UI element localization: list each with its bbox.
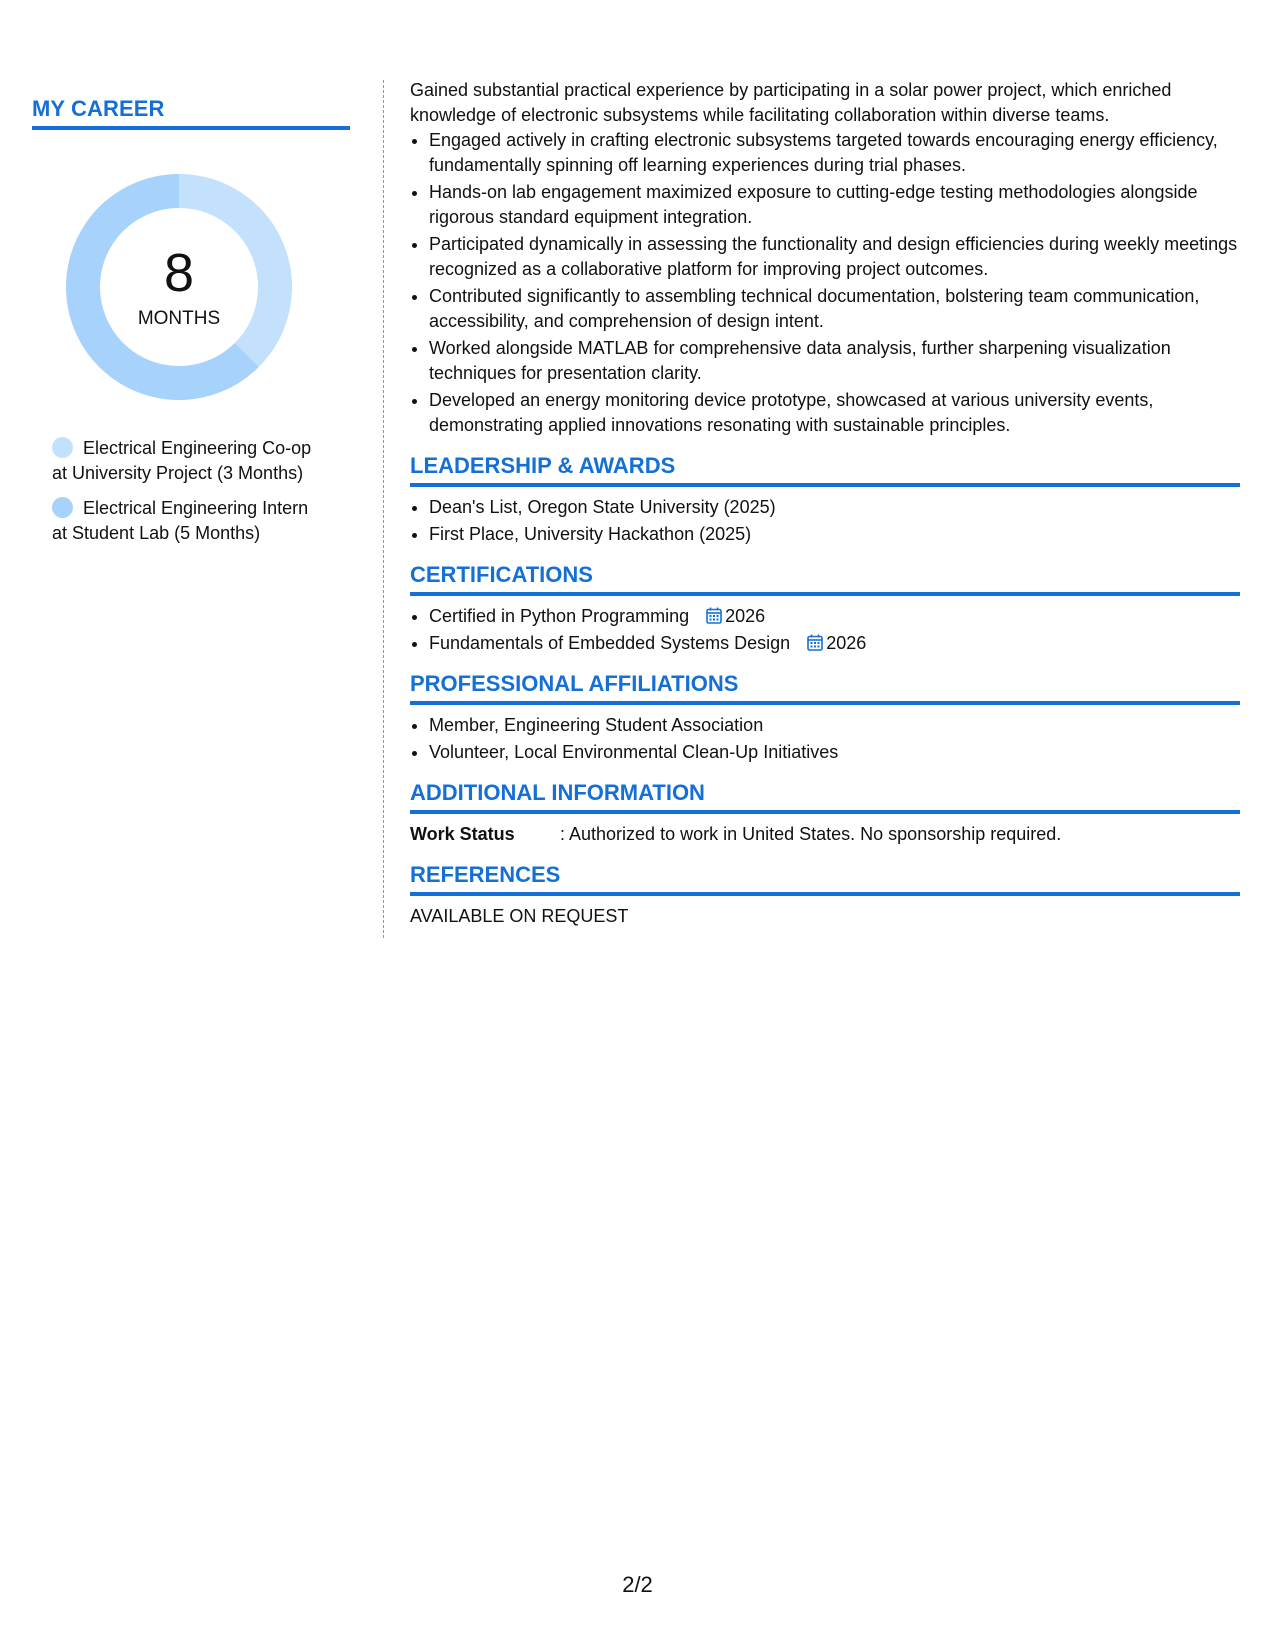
list-item: • Developed an energy monitoring device prototype, showcased at various university events, demonstrating applied innovations resonating with sustainable principles. — [429, 388, 1240, 438]
cert-name: Fundamentals of Embedded Systems Design — [429, 633, 791, 653]
legend-dot — [52, 437, 73, 458]
section-title: PROFESSIONAL AFFILIATIONS — [410, 670, 1240, 705]
list-item: • Participated dynamically in assessing the functionality and design efficiencies during weekly meetings recognized as a collaborative platform for improving project outcomes. — [429, 232, 1240, 282]
list-item: • First Place, University Hackathon (2025) — [429, 522, 1240, 547]
section-title: CERTIFICATIONS — [410, 561, 1240, 596]
career-title: MY CAREER — [32, 96, 350, 130]
list-item: • Worked alongside MATLAB for comprehensive data analysis, further sharpening visualization techniques for presentation clarity. — [429, 336, 1240, 386]
work-status-row — [410, 822, 1240, 847]
section-title: LEADERSHIP & AWARDS — [410, 452, 1240, 487]
cert-year: 2026 — [826, 633, 867, 653]
total-months-value: 8 — [163, 243, 195, 303]
certifications-section — [410, 561, 1240, 656]
legend-item: Electrical Engineering Intern at Student Lab (5 Months) — [52, 498, 309, 543]
section-title: REFERENCES — [410, 861, 1240, 896]
cert-name: Certified in Python Programming — [429, 606, 690, 626]
leadership-section — [410, 452, 1240, 547]
list-item: • Hands-on lab engagement maximized exposure to cutting-edge testing methodologies alongside rigorous standard equipment integration. — [429, 180, 1240, 230]
career-donut-chart — [66, 174, 292, 400]
calendar-icon — [807, 634, 823, 651]
references-section — [410, 861, 1240, 929]
list-item: • Volunteer, Local Environmental Clean-Up Initiatives — [429, 740, 1240, 765]
list-item: • Engaged actively in crafting electronic subsystems targeted towards encouraging energy efficiency, fundamentally spinning off learning experiences during trial phases. — [429, 128, 1240, 178]
total-months-unit: MONTHS — [137, 308, 221, 329]
section-title: ADDITIONAL INFORMATION — [410, 779, 1240, 814]
list-item: • Member, Engineering Student Association — [429, 713, 1240, 738]
main-content — [410, 78, 1240, 929]
additional-info-section — [410, 779, 1240, 847]
list-item — [429, 604, 1240, 629]
list-item: • Dean's List, Oregon State University (2025) — [429, 495, 1240, 520]
references-text: AVAILABLE ON REQUEST — [410, 906, 629, 926]
work-status-label: Work Status — [410, 824, 515, 844]
affiliations-section — [410, 670, 1240, 765]
career-legend — [32, 436, 350, 546]
list-item: • Contributed significantly to assembling technical documentation, bolstering team communication, accessibility, and comprehension of design intent. — [429, 284, 1240, 334]
list-item — [429, 631, 1240, 656]
career-panel — [32, 96, 350, 556]
column-divider — [383, 80, 384, 938]
experience-intro: Gained substantial practical experience by participating in a solar power project, which enriched knowledge of electronic subsystems while facilitating collaboration within diverse teams. — [410, 80, 1172, 125]
work-status-value: : Authorized to work in United States. No sponsorship required. — [560, 824, 1062, 844]
page-number: 2/2 — [622, 1572, 653, 1597]
calendar-icon — [706, 607, 722, 624]
experience-bullets — [410, 128, 1240, 438]
legend-dot — [52, 497, 73, 518]
cert-year: 2026 — [725, 606, 766, 626]
legend-item: Electrical Engineering Co-op at University Project (3 Months) — [52, 438, 312, 483]
